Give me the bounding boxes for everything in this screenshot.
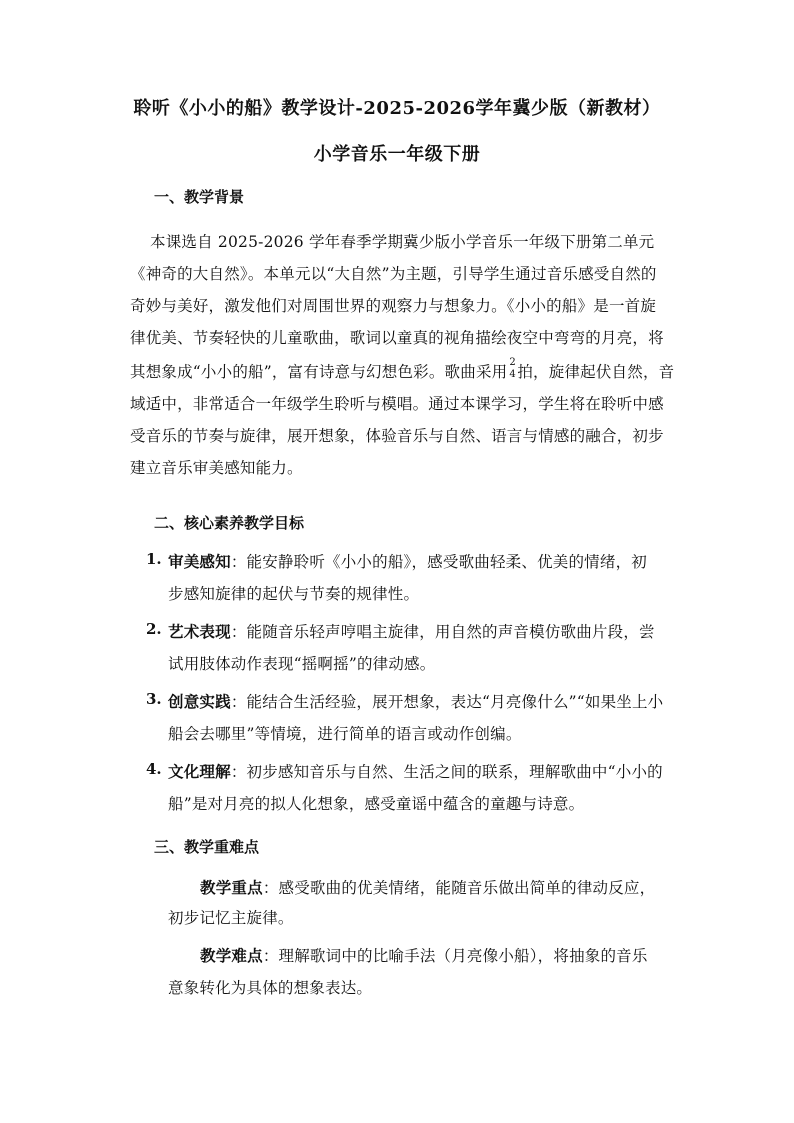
paragraph-line: 域适中，非常适合一年级学生聆听与模唱。通过本课学习，学生将在聆听中感 — [130, 395, 664, 413]
paragraph-line: 受音乐的节奏与旋律，展开想象，体验音乐与自然、语言与情感的融合，初步 — [130, 427, 664, 445]
section-heading-key-points: 三、教学重难点 — [154, 838, 260, 856]
list-item-label: 审美感知 — [168, 552, 231, 571]
list-item-line — [168, 620, 655, 642]
paragraph-line-with-meter — [130, 357, 675, 382]
difficult-point-text: ：理解歌词中的比喻手法（月亮像小船），将抽象的音乐 — [262, 947, 648, 965]
list-item-line: 船”是对月亮的拟人化想象，感受童谣中蕴含的童趣与诗意。 — [168, 795, 585, 813]
list-number: 2. — [146, 620, 162, 638]
difficult-point-line: 意象转化为具体的想象表达。 — [168, 979, 373, 997]
list-number: 3. — [146, 690, 162, 708]
list-item-line — [168, 760, 663, 782]
difficult-point-line — [200, 944, 648, 966]
list-item-line: 步感知旋律的起伏与节奏的规律性。 — [168, 585, 420, 603]
section-heading-objectives: 二、核心素养教学目标 — [154, 514, 305, 532]
list-item-label: 艺术表现 — [168, 622, 231, 641]
paragraph-text: 拍，旋律起伏自然，音 — [517, 363, 675, 381]
list-item-line: 船会去哪里”等情境，进行简单的语言或动作创编。 — [168, 725, 522, 743]
paragraph-line: 本课选自 2025-2026 学年春季学期冀少版小学音乐一年级下册第二单元 — [150, 233, 655, 251]
list-item-text: ：能安静聆听《小小的船》，感受歌曲轻柔、优美的情绪，初 — [230, 553, 647, 571]
document-title-line-1: 聆听《小小的船》教学设计-2025-2026学年冀少版（新教材） — [133, 98, 661, 119]
key-point-line — [200, 876, 655, 898]
list-item-line: 试用肢体动作表现“摇啊摇”的律动感。 — [168, 655, 436, 673]
list-item-label: 创意实践 — [168, 692, 231, 711]
paragraph-line: 律优美、节奏轻快的儿童歌曲，歌词以童真的视角描绘夜空中弯弯的月亮，将 — [130, 329, 664, 347]
section-heading-background: 一、教学背景 — [154, 188, 245, 206]
list-item-line — [168, 690, 663, 712]
key-point-text: ：感受歌曲的优美情绪，能随音乐做出简单的律动反应， — [262, 879, 656, 897]
document-title-line-2: 小学音乐一年级下册 — [313, 144, 481, 165]
time-signature — [508, 357, 516, 380]
list-item-line — [168, 550, 647, 572]
key-point-label: 教学重点 — [200, 878, 263, 897]
time-signature-top: 2 — [509, 357, 516, 368]
list-number: 1. — [146, 550, 162, 568]
list-item-label: 文化理解 — [168, 762, 231, 781]
paragraph-line: 建立音乐审美感知能力。 — [130, 459, 303, 477]
difficult-point-label: 教学难点 — [200, 946, 263, 965]
list-item-text: ：初步感知音乐与自然、生活之间的联系，理解歌曲中“小小的 — [230, 763, 663, 781]
paragraph-line: 《神奇的大自然》。本单元以“大自然”为主题，引导学生通过音乐感受自然的 — [130, 265, 657, 283]
list-item-text: ：能结合生活经验，展开想象，表达“月亮像什么”“如果坐上小 — [230, 693, 664, 711]
paragraph-text: 其想象成“小小的船”，富有诗意与幻想色彩。歌曲采用 — [130, 363, 508, 381]
time-signature-bottom: 4 — [509, 369, 516, 380]
list-number: 4. — [146, 760, 162, 778]
key-point-line: 初步记忆主旋律。 — [168, 909, 294, 927]
paragraph-line: 奇妙与美好，激发他们对周围世界的观察力与想象力。《小小的船》是一首旋 — [130, 297, 657, 315]
list-item-text: ：能随音乐轻声哼唱主旋律，用自然的声音模仿歌曲片段，尝 — [230, 623, 655, 641]
